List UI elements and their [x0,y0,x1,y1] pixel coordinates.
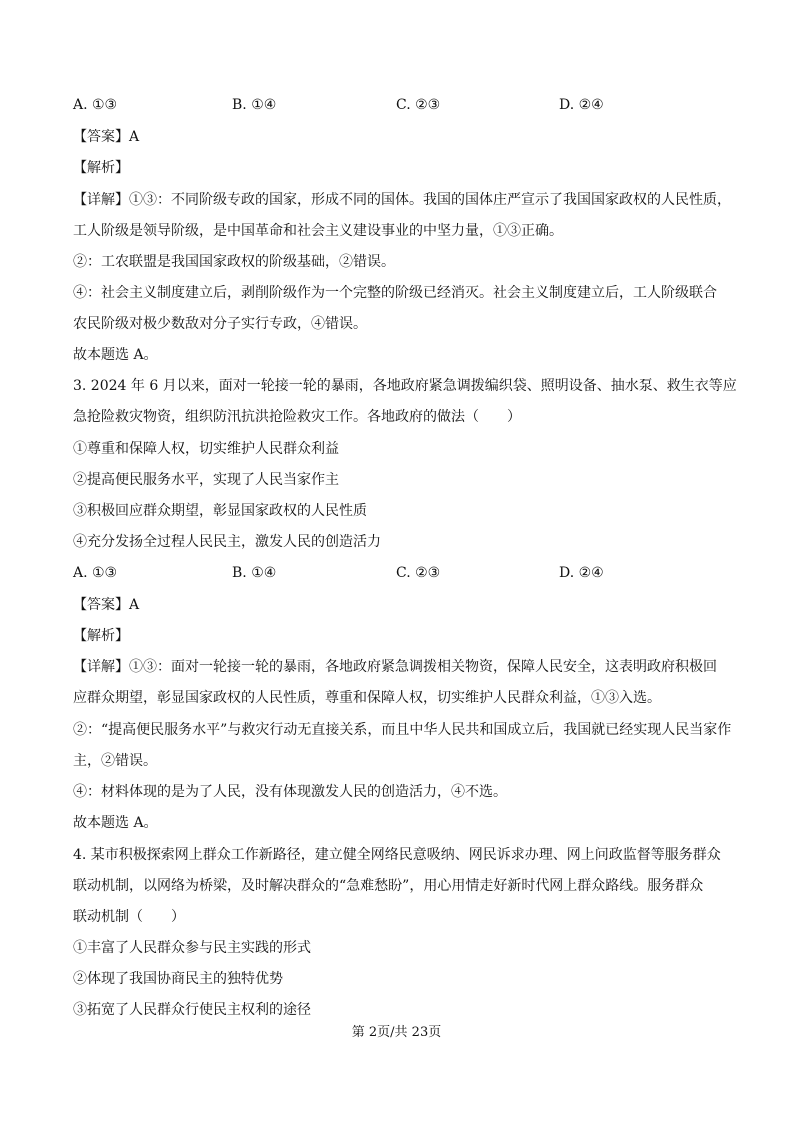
q3-detail-line: 【详解】①③：面对一轮接一轮的暴雨，各地政府紧急调拨相关物资，保障人民安全，这表明政府积极回 [73,659,717,675]
q3-choice: ②提高便民服务水平，实现了人民当家作主 [73,472,339,488]
q4-stem-line: 4. 某市积极探索网上群众工作新路径，建立健全网络民意吸纳、网民诉求办理、网上问政监督等服务群众 [73,847,721,863]
q4-choice: ③拓宽了人民群众行使民主权利的途径 [73,1002,311,1018]
q2-option-b: B. ①④ [232,97,277,113]
q2-detail-line: 【详解】①③：不同阶级专政的国家，形成不同的国体。我国的国体庄严宣示了我国国家政权的人民性质， [73,192,731,208]
q4-choice: ②体现了我国协商民主的独特优势 [73,971,283,987]
q3-choice: ①尊重和保障人权，切实维护人民群众利益 [73,441,339,457]
q4-choice: ①丰富了人民群众参与民主实践的形式 [73,940,311,956]
q3-option-a: A. ①③ [73,565,118,581]
q2-detail-line: 农民阶级对极少数敌对分子实行专政，④错误。 [73,316,367,332]
q3-option-d: D. ②④ [559,565,604,581]
q3-answer: 【答案】A [73,597,140,613]
q4-stem-line: 联动机制（ ） [73,909,185,925]
q2-detail-line: ②：工农联盟是我国国家政权的阶级基础，②错误。 [73,254,395,270]
q3-choice: ④充分发扬全过程人民民主，激发人民的创造活力 [73,534,381,550]
q2-option-c: C. ②③ [396,97,441,113]
q4-stem-line: 联动机制，以网络为桥梁，及时解决群众的“急难愁盼”，用心用情走好新时代网上群众路线。服务群众 [73,878,704,894]
q3-options [73,564,733,582]
q3-detail-line: ④：材料体现的是为了人民，没有体现激发人民的创造活力，④不选。 [73,784,507,800]
q2-option-d: D. ②④ [559,97,604,113]
q2-option-a: A. ①③ [73,97,118,113]
q3-stem-line: 急抢险救灾物资，组织防汛抗洪抢险救灾工作。各地政府的做法（ ） [73,409,521,425]
q3-analysis-label: 【解析】 [73,628,129,644]
q2-conclusion: 故本题选 A。 [73,347,158,363]
q3-option-b: B. ①④ [232,565,277,581]
q3-conclusion: 故本题选 A。 [73,815,158,831]
q3-detail-line: 主，②错误。 [73,753,157,769]
q3-stem-line: 3. 2024 年 6 月以来，面对一轮接一轮的暴雨，各地政府紧急调拨编织袋、照明设备、抽水泵、救生衣等应 [73,378,737,394]
q2-detail-line: 工人阶级是领导阶级，是中国革命和社会主义建设事业的中坚力量，①③正确。 [73,223,563,239]
q2-options [73,96,733,114]
q3-option-c: C. ②③ [396,565,441,581]
q2-analysis-label: 【解析】 [73,160,129,176]
q3-detail-line: ②：“提高便民服务水平”与救灾行动无直接关系，而且中华人民共和国成立后，我国就已经实现人民当家作 [73,722,732,738]
page-footer: 第 2页/共 23页 [351,1025,442,1040]
q3-choice: ③积极回应群众期望，彰显国家政权的人民性质 [73,503,367,519]
q2-detail-line: ④：社会主义制度建立后，剥削阶级作为一个完整的阶级已经消灭。社会主义制度建立后，工人阶级联合 [73,285,717,301]
q3-detail-line: 应群众期望，彰显国家政权的人民性质，尊重和保障人权，切实维护人民群众利益，①③入选。 [73,690,661,706]
q2-answer: 【答案】A [73,129,140,145]
